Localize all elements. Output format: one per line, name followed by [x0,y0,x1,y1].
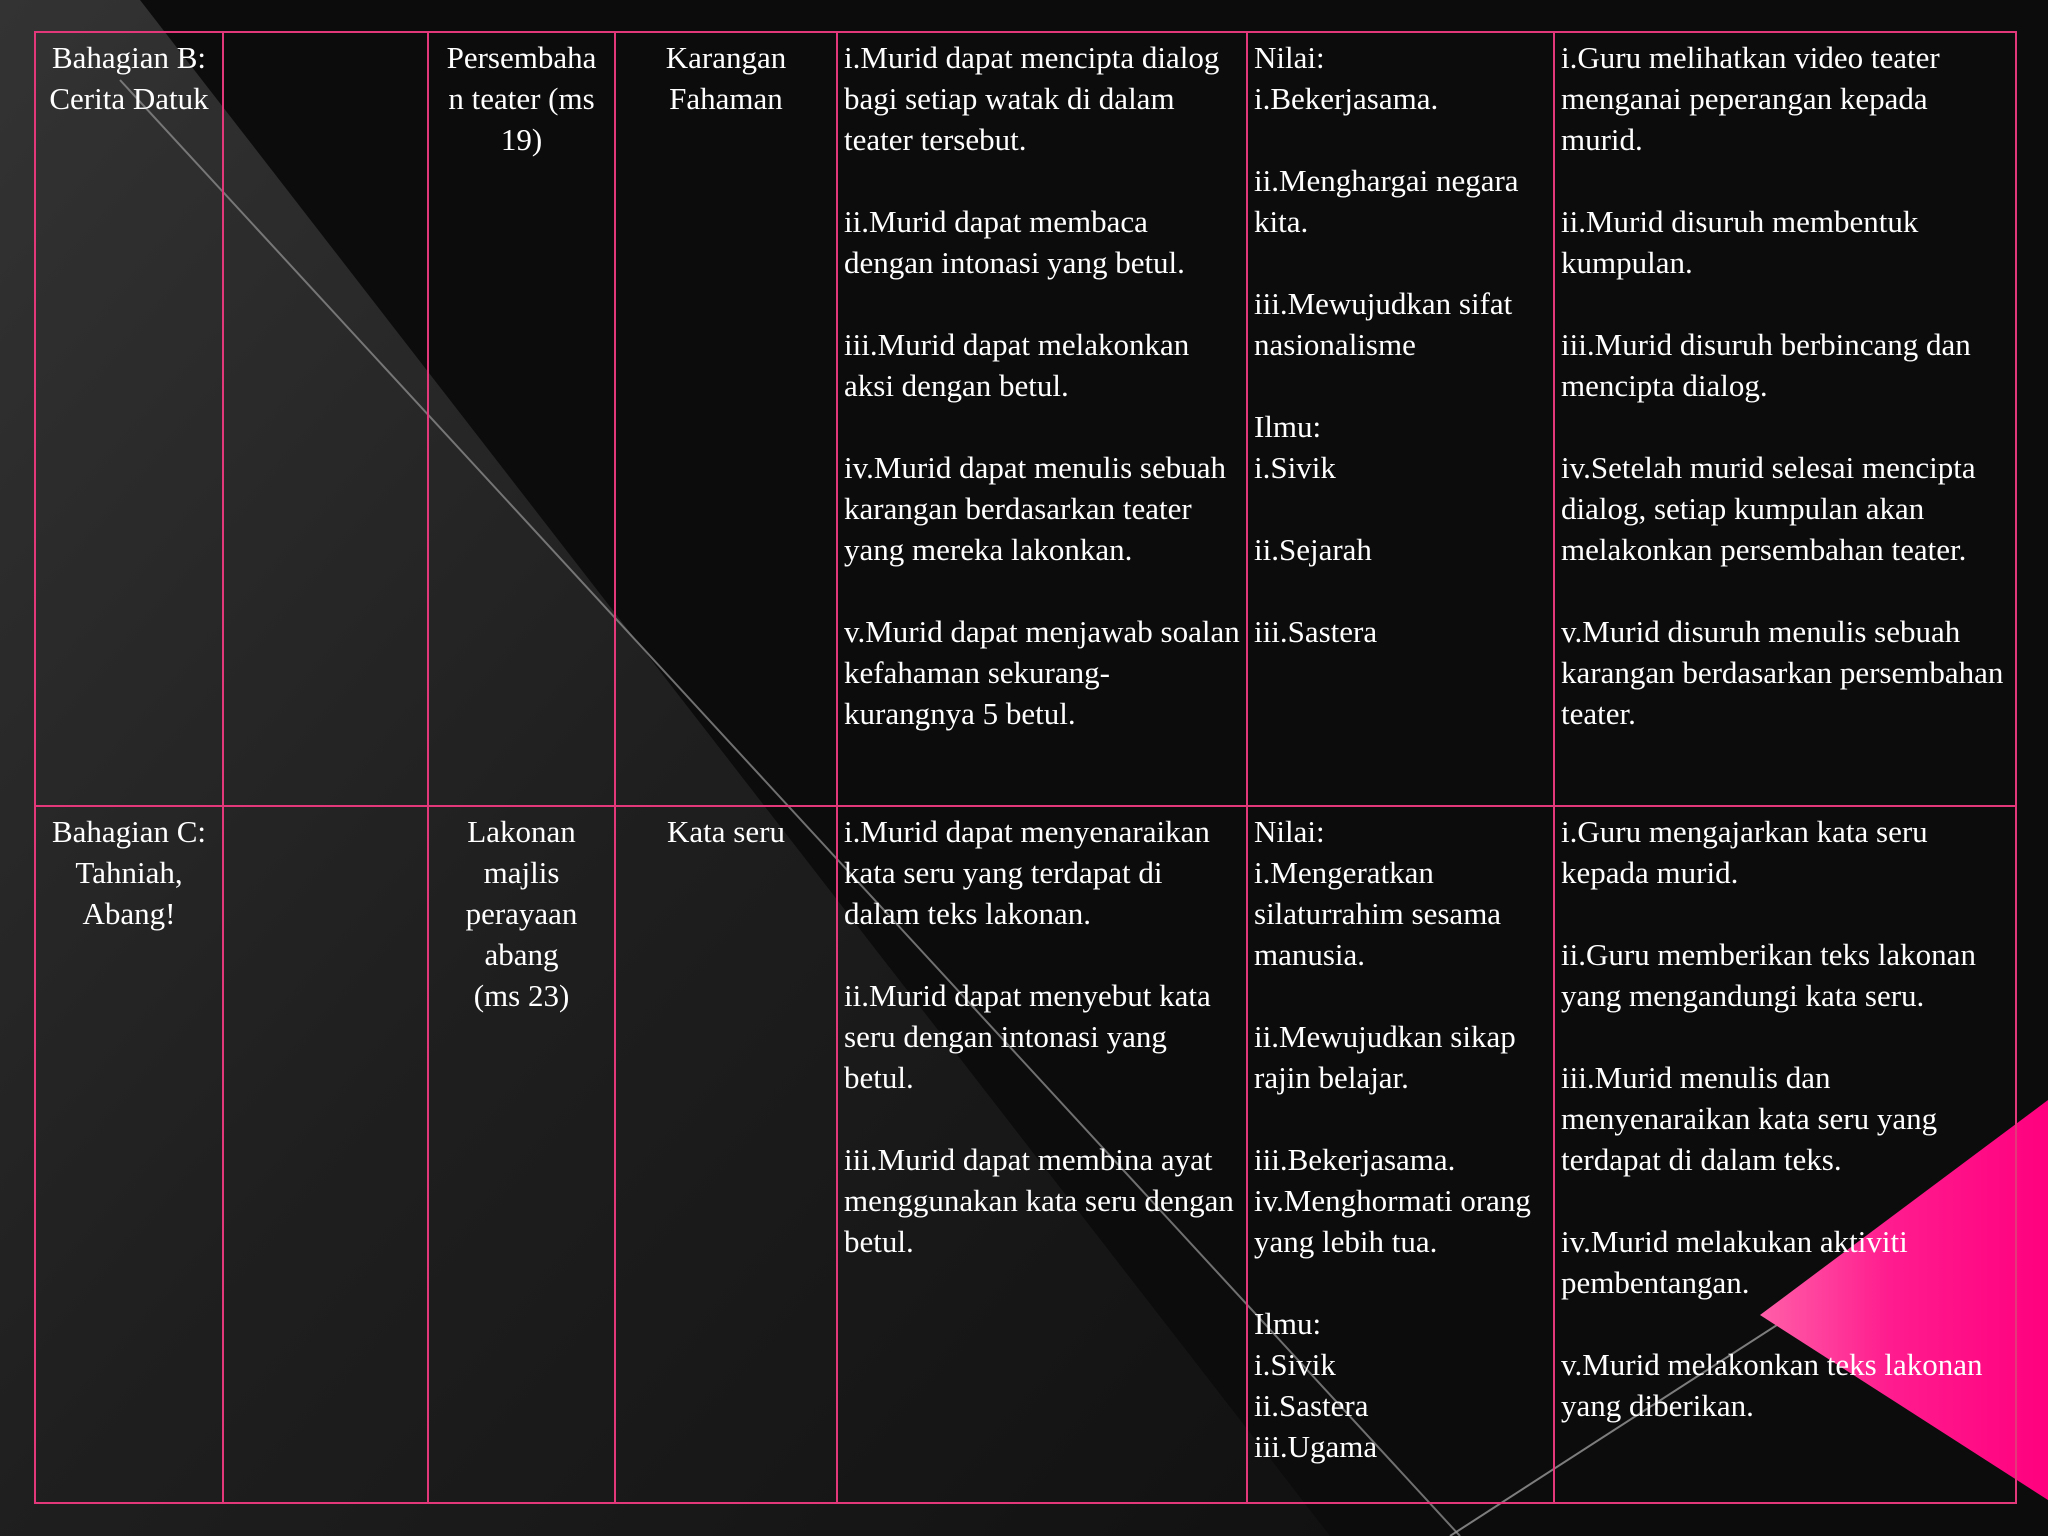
skill-cell: Karangan Fahaman [615,32,837,806]
lesson-plan-table [34,31,2017,1504]
table-row [35,806,2016,1503]
section-cell: Bahagian B: Cerita Datuk [35,32,223,806]
section-cell: Bahagian C: Tahniah, Abang! [35,806,223,1503]
material-cell: Persembaha n teater (ms 19) [428,32,615,806]
objectives-cell: i.Murid dapat menyenaraikan kata seru yang terdapat di dalam teks lakonan. ii.Murid dapat menyebut kata seru dengan intonasi yang betul. iii.Murid dapat membina ayat menggunakan kata seru dengan betul. [837,806,1247,1503]
empty-cell [223,32,428,806]
activities-cell: i.Guru mengajarkan kata seru kepada murid. ii.Guru memberikan teks lakonan yang mengandungi kata seru. iii.Murid menulis dan menyenaraikan kata seru yang terdapat di dalam teks. iv.Murid melakukan aktiviti pembentangan. v.Murid melakonkan teks lakonan yang diberikan. [1554,806,2016,1503]
table-row [35,32,2016,806]
objectives-cell: i.Murid dapat mencipta dialog bagi setiap watak di dalam teater tersebut. ii.Murid dapat membaca dengan intonasi yang betul. iii.Murid dapat melakonkan aksi dengan betul. iv.Murid dapat menulis sebuah karangan berdasarkan teater yang mereka lakonkan. v.Murid dapat menjawab soalan kefahaman sekurang-kurangnya 5 betul. [837,32,1247,806]
values-cell: Nilai: i.Bekerjasama. ii.Menghargai negara kita. iii.Mewujudkan sifat nasionalisme Ilmu: i.Sivik ii.Sejarah iii.Sastera [1247,32,1554,806]
empty-cell [223,806,428,1503]
activities-cell: i.Guru melihatkan video teater menganai peperangan kepada murid. ii.Murid disuruh membentuk kumpulan. iii.Murid disuruh berbincang dan mencipta dialog. iv.Setelah murid selesai mencipta dialog, setiap kumpulan akan melakonkan persembahan teater. v.Murid disuruh menulis sebuah karangan berdasarkan persembahan teater. [1554,32,2016,806]
material-cell: Lakonan majlis perayaan abang (ms 23) [428,806,615,1503]
skill-cell: Kata seru [615,806,837,1503]
values-cell: Nilai: i.Mengeratkan silaturrahim sesama manusia. ii.Mewujudkan sikap rajin belajar. iii.Bekerjasama. iv.Menghormati orang yang lebih tua. Ilmu: i.Sivik ii.Sastera iii.Ugama [1247,806,1554,1503]
